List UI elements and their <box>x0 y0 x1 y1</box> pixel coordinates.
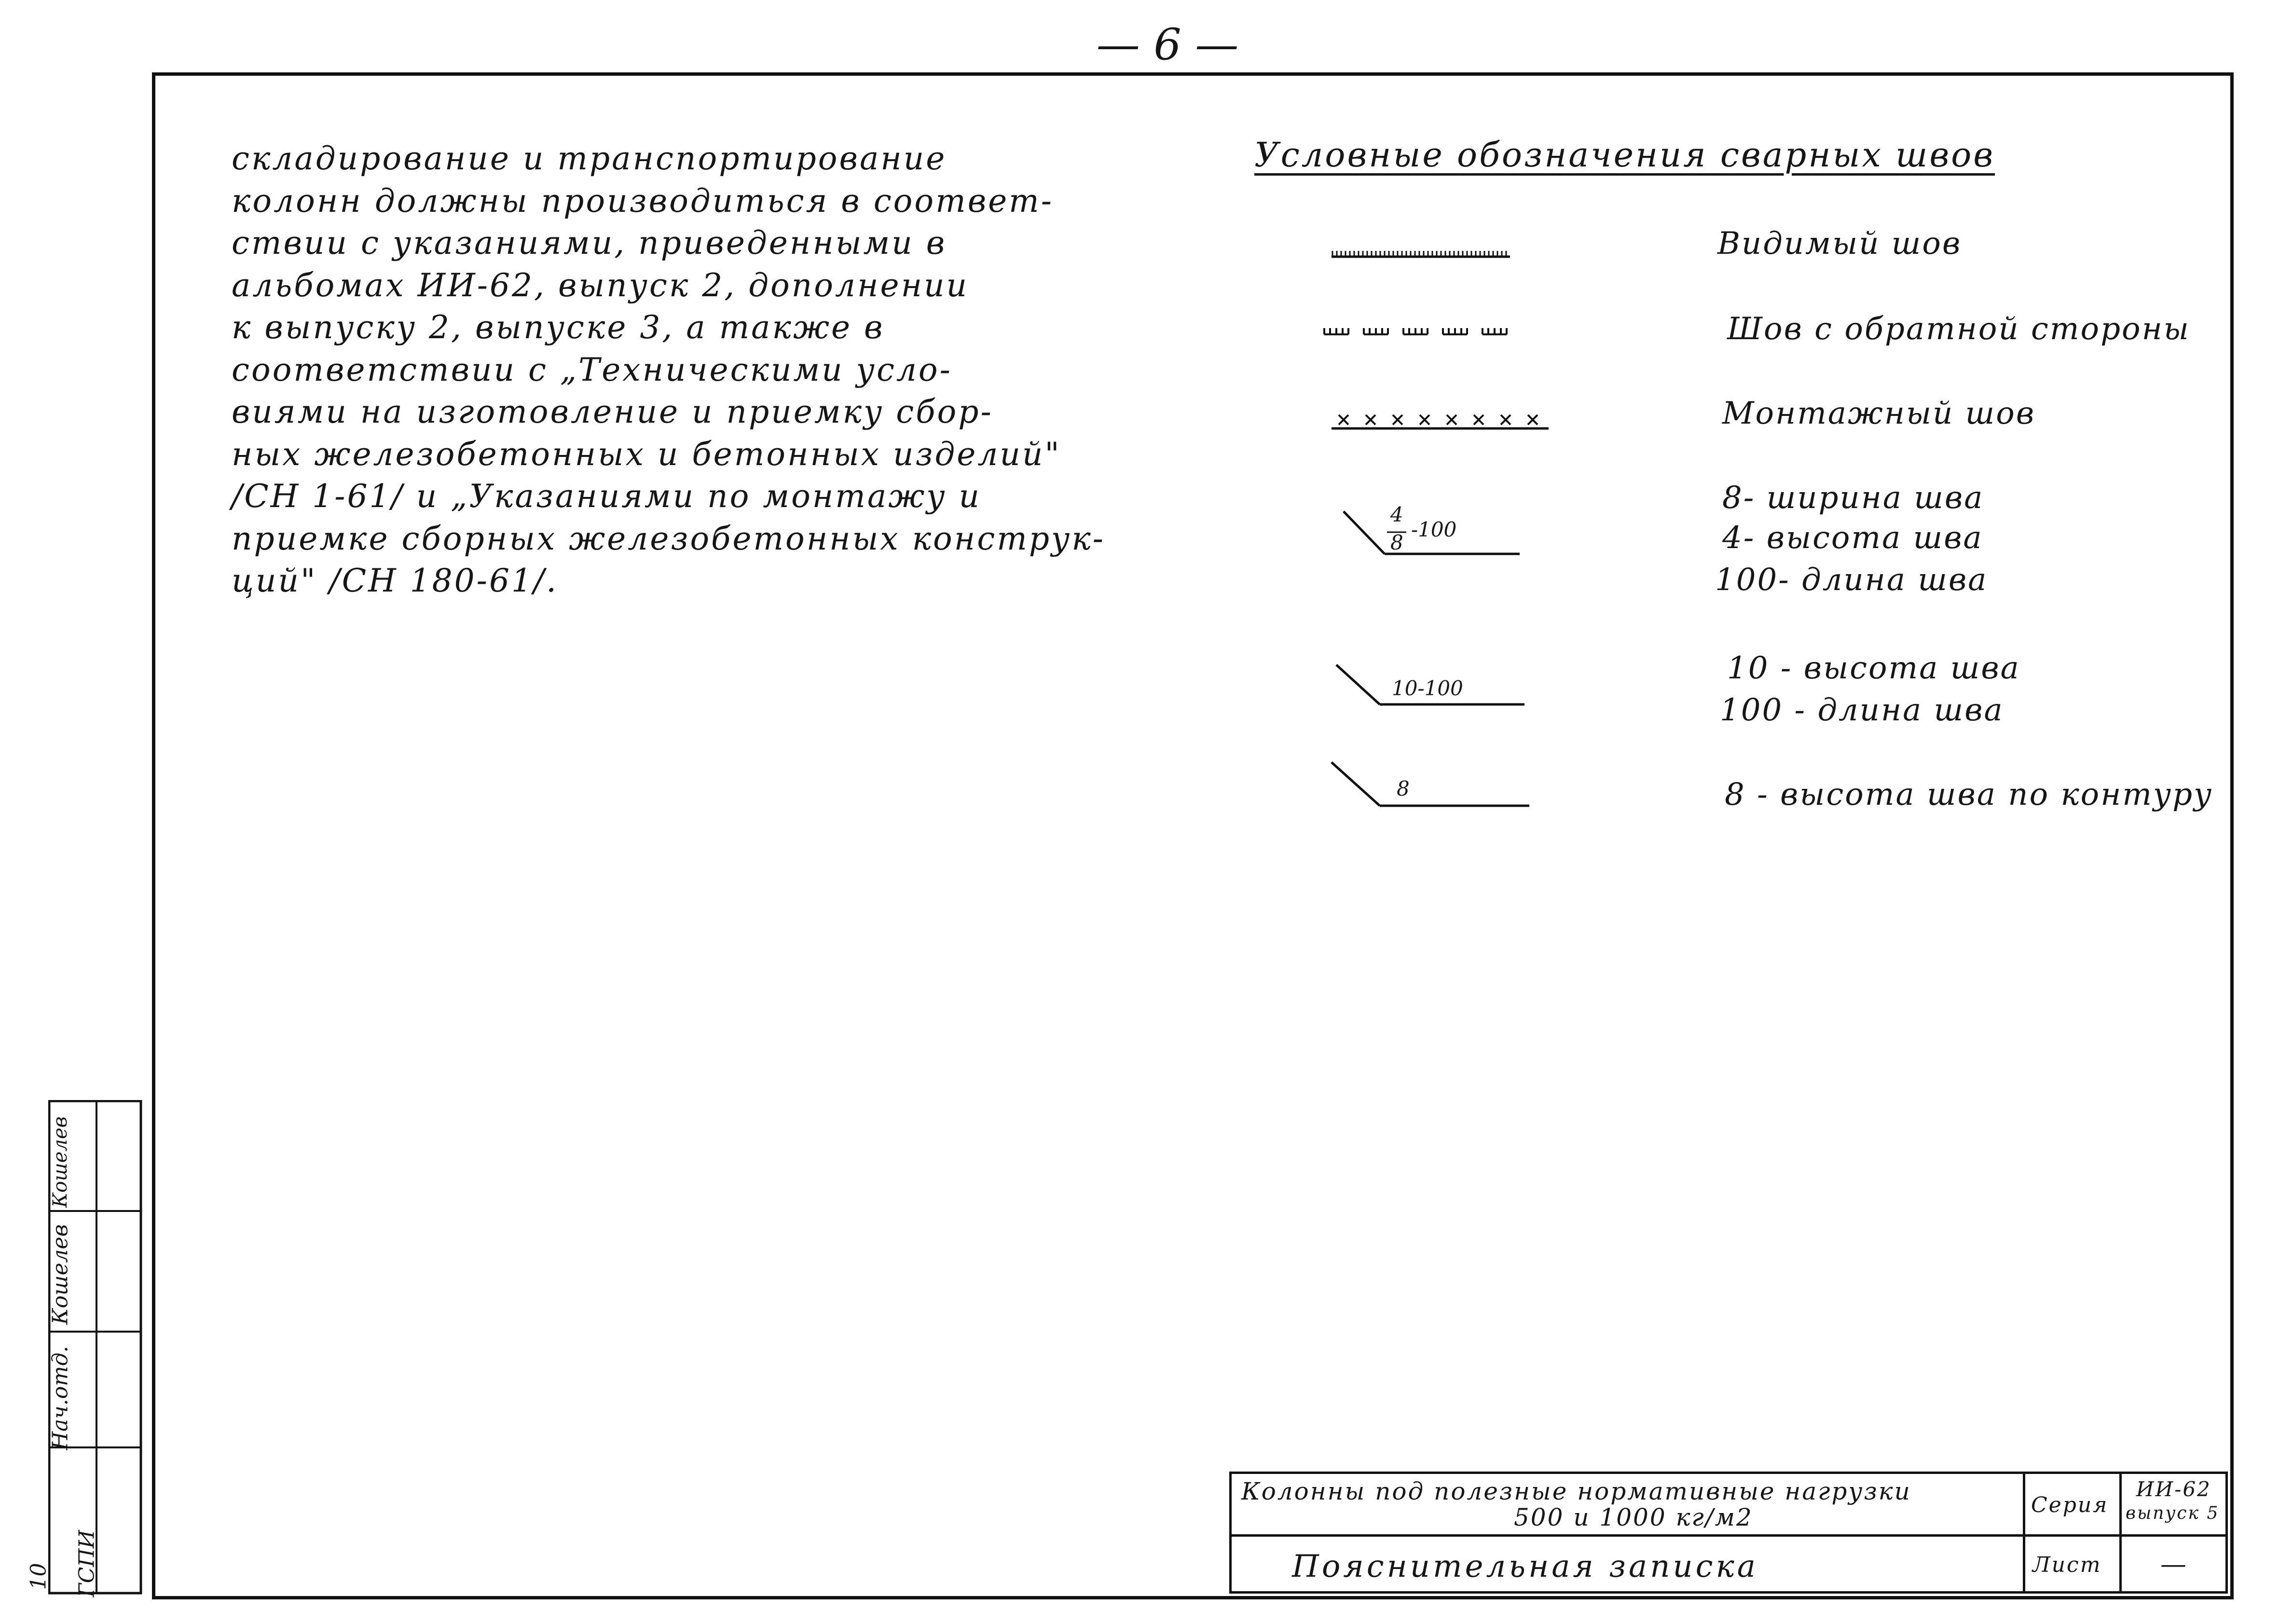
text-line: колонн должны производиться в соответ- <box>232 182 1054 220</box>
text-line: /СН 1-61/ и „Указаниями по монтажу и <box>232 478 982 515</box>
title-block <box>1229 1472 2228 1594</box>
legend-desc: Видимый шов <box>1717 226 1962 261</box>
mounting-weld-symbol <box>1332 415 1549 428</box>
mounting-x-mark <box>1420 415 1429 425</box>
mounting-x-mark <box>1501 415 1510 425</box>
mounting-x-mark <box>1366 415 1375 425</box>
mounting-x-mark <box>1474 415 1483 425</box>
back-weld-segment <box>1443 328 1467 334</box>
text-line: приемке сборных железобетонных конструк- <box>232 520 1106 557</box>
fraction-numerator: 4 <box>1390 503 1403 526</box>
back-weld-symbol <box>1324 328 1507 334</box>
text-line: альбомах ИИ-62, выпуск 2, дополнении <box>232 266 969 304</box>
back-weld-segment <box>1403 328 1428 334</box>
side-stamp-org: ГСПИ <box>74 1529 99 1597</box>
series-issue: выпуск 5 <box>2126 1503 2220 1523</box>
page-number: — 6 — <box>1096 19 1239 70</box>
legend-desc: Монтажный шов <box>1722 396 2036 431</box>
text-line: складирование и транспортирование <box>232 140 947 177</box>
weld-label-10-100: 10-100 <box>1392 676 1463 700</box>
mounting-x-mark <box>1339 415 1348 425</box>
legend-desc: 8- ширина шва <box>1722 480 1984 516</box>
title-block-load: 500 и 1000 кг/м2 <box>1514 1503 1753 1531</box>
fraction-suffix: -100 <box>1411 518 1457 541</box>
legend-desc: Шов с обратной стороны <box>1727 311 2190 347</box>
legend-desc: 4- высота шва <box>1722 520 1983 556</box>
side-stamp-signature: Кошелев <box>49 1116 71 1208</box>
side-stamp-head-name: Кошелев <box>48 1224 73 1325</box>
mounting-x-mark <box>1447 415 1456 425</box>
series-label: Серия <box>2031 1493 2109 1517</box>
legend-desc: 100- длина шва <box>1715 562 1988 598</box>
back-weld-segment <box>1483 328 1507 334</box>
sheet-value: — <box>2160 1549 2188 1579</box>
mounting-x-mark <box>1393 415 1402 425</box>
series-value: ИИ-62 <box>2136 1477 2211 1501</box>
legend-title: Условные обозначения сварных швов <box>1254 135 1995 175</box>
visible-weld-symbol <box>1332 251 1510 257</box>
text-line: ных железобетонных и бетонных изделий" <box>232 435 1061 473</box>
legend-desc: 100 - длина шва <box>1720 692 2004 728</box>
text-line: виями на изготовление и приемку сбор- <box>232 393 993 430</box>
legend-desc: 8 - высота шва по контуру <box>1725 777 2213 812</box>
legend-desc: 10 - высота шва <box>1727 650 2020 686</box>
back-weld-segment <box>1324 328 1348 334</box>
sheet-label: Лист <box>2032 1553 2102 1577</box>
side-stamp-org-number: 10 <box>26 1563 51 1590</box>
contour-weld-symbol <box>1332 762 1529 806</box>
text-line: соответствии с „Техническими усло- <box>232 351 952 388</box>
mounting-x-mark <box>1528 415 1538 425</box>
weld-label-8: 8 <box>1397 777 1410 800</box>
title-block-description: Колонны под полезные нормативные нагрузки <box>1241 1477 1911 1505</box>
text-line: к выпуску 2, выпуске 3, а также в <box>232 309 885 346</box>
text-line: ций" /СН 180-61/. <box>232 562 559 599</box>
fraction-denominator: 8 <box>1390 531 1403 554</box>
text-line: ствии с указаниями, приведенными в <box>232 224 947 261</box>
back-weld-segment <box>1364 328 1388 334</box>
sheet-title: Пояснительная записка <box>1292 1549 1758 1584</box>
side-stamp-head-label: Нач.отд. <box>48 1346 73 1450</box>
